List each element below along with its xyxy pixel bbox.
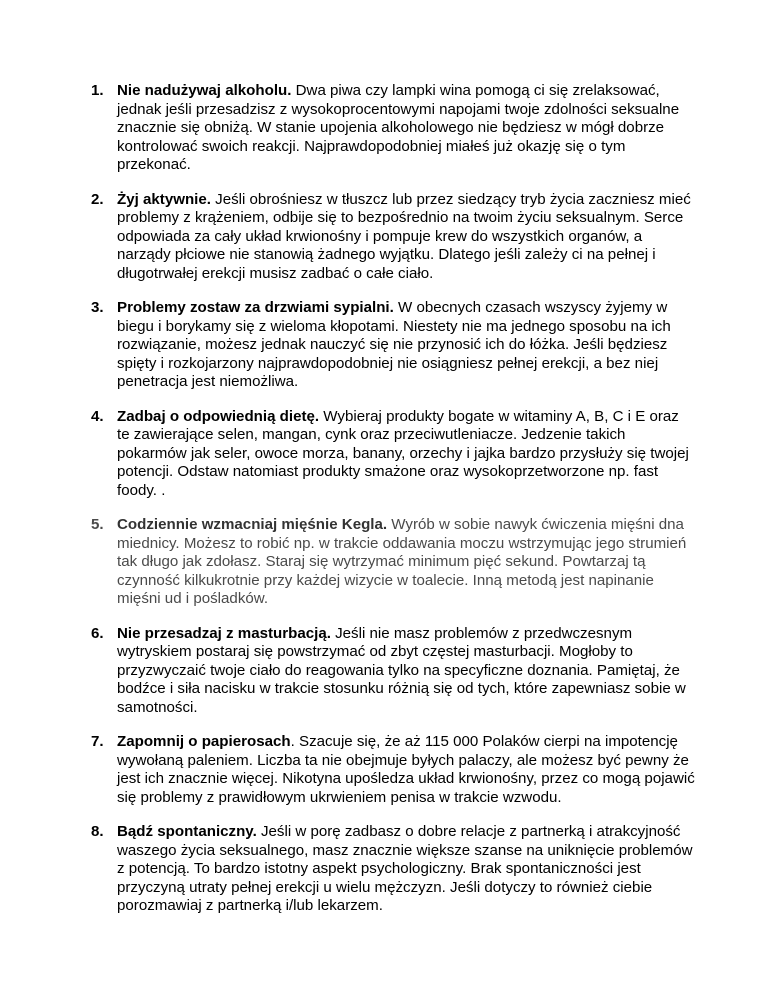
item-text: Dwa piwa czy lampki wina pomogą ci się zrelaksować, jednak jeśli przesadzisz z wysokoprocentowymi napojami twoje zdolności seksualne znacznie się obniżą. W stanie upojenia alkoholowego nie będziesz w mógł dobrze kontrolować swoich reakcji. Najprawdopodobniej miałeś już okazję się o tym przekonać. xyxy=(117,82,680,173)
item-text: Jeśli obrośniesz w tłuszcz lub przez siedzący tryb życia zaczniesz mieć problemy z krążeniem, odbije się to bezpośrednio na twoim życiu seksualnym. Serce odpowiada za cały układ krwionośny i pompuje krew do wszystkich organów, a narządy płciowe nie stanowią żadnego wyjątku. Dlatego jeśli zależy ci na pełnej i długotrwałej erekcji musisz zadbać o całe ciało. xyxy=(117,190,691,282)
list-item xyxy=(91,823,695,916)
item-heading: Nie przesadzaj z masturbacją. xyxy=(117,624,331,642)
item-heading: Nie nadużywaj alkoholu. xyxy=(117,82,292,99)
item-text: Jeśli nie masz problemów z przedwczesnym wytryskiem postaraj się powstrzymać od zbyt częstej masturbacji. Mogłoby to przyzwyczaić twoje ciało do reagowania tylko na specyficzne doznania. Pamiętaj, że bodźce i siła nacisku w trakcie stosunku różnią się od tych, które zapewniasz sobie w samotności. xyxy=(117,624,686,716)
item-number: 5. xyxy=(91,516,104,533)
item-number: 6. xyxy=(91,624,104,642)
item-number: 7. xyxy=(91,733,104,750)
item-text: . Szacuje się, że aż 115 000 Polaków cierpi na impotencję wywołaną paleniem. Liczba ta nie obejmuje byłych palaczy, ale możesz być pewny że jest ich znacznie więcej. Nikotyna upośledza układ krwionośny, przez co mogą pojawić się problemy z prawidłowym ukrwieniem penisa w trakcie wzwodu. xyxy=(117,733,695,806)
list-item xyxy=(91,625,695,718)
list-item xyxy=(91,191,695,284)
item-text: Jeśli w porę zadbasz o dobre relacje z partnerką i atrakcyjność waszego życia seksualnego, masz znacznie większe szanse na uniknięcie problemów z potencją. To bardzo istotny aspekt psychologiczny. Brak spontaniczności jest przyczyną utraty pełnej erekcji u wielu mężczyzn. Jeśli dotyczy to również ciebie porozmawiaj z partnerką i/lub lekarzem. xyxy=(117,823,693,914)
item-number: 3. xyxy=(91,299,104,316)
item-heading: Zadbaj o odpowiednią dietę. xyxy=(117,407,320,425)
list-item xyxy=(91,299,695,392)
item-number: 4. xyxy=(91,407,104,425)
item-number: 2. xyxy=(91,190,104,208)
item-text: W obecnych czasach wszyscy żyjemy w biegu i borykamy się z wieloma kłopotami. Niestety nie ma jednego sposobu na ich rozwiązanie, możesz jednak nauczyć się nie przynosić ich do łóżka. Jeśli będziesz spięty i rozkojarzony najprawdopodobniej nie osiągniesz pełnej erekcji, a bez niej penetracja jest niemożliwa. xyxy=(117,299,671,390)
item-heading: Codziennie wzmacniaj mięśnie Kegla. xyxy=(117,516,388,533)
list-item xyxy=(91,82,695,175)
item-text: Wyrób w sobie nawyk ćwiczenia mięśni dna miednicy. Możesz to robić np. w trakcie oddawania moczu wstrzymując jego strumień tak długo jak zdołasz. Staraj się wytrzymać minimum pięć sekund. Powtarzaj tą czynność kilkukrotnie przy każdej wizycie w toalecie. Inną metodą jest napinanie mięśni ud i pośladków. xyxy=(117,516,687,607)
item-heading: Problemy zostaw za drzwiami sypialni. xyxy=(117,299,394,316)
list-item xyxy=(91,408,695,501)
item-heading: Bądź spontaniczny. xyxy=(117,823,257,840)
list-item xyxy=(91,733,695,807)
tips-list xyxy=(91,82,708,916)
item-number: 8. xyxy=(91,823,104,840)
item-heading: Zapomnij o papierosach xyxy=(117,733,291,750)
item-heading: Żyj aktywnie. xyxy=(117,190,211,208)
item-text: Wybieraj produkty bogate w witaminy A, B, C i E oraz te zawierające selen, mangan, cynk oraz przeciwutleniacze. Jedzenie takich pokarmów jak seler, owoce morza, banany, orzechy i jajka bardzo przysłuży się twojej potencji. Odstaw natomiast produkty smażone oraz wysokoprzetworzone np. fast foody. . xyxy=(117,407,689,499)
item-number: 1. xyxy=(91,82,104,99)
list-item xyxy=(91,516,695,609)
